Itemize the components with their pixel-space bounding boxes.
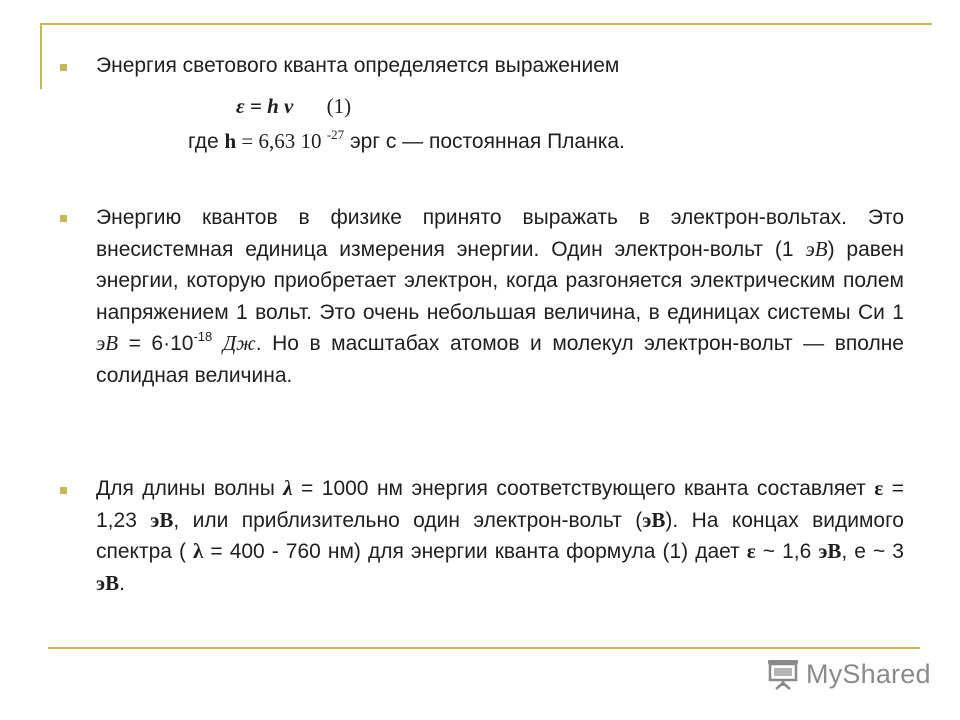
exponent: -27 bbox=[326, 127, 345, 142]
bullet bbox=[60, 64, 67, 71]
unit-joule: Дж bbox=[222, 331, 256, 355]
bullet bbox=[60, 215, 67, 222]
projector-screen-icon bbox=[766, 657, 800, 691]
unit-ev: эВ bbox=[96, 570, 120, 595]
unit-ev: эВ bbox=[642, 507, 666, 532]
paragraph-2: Энергию квантов в физике принято выражать в электрон-вольтах. Это внесистемная единица измерения энергии. Один электрон-вольт (1 эВ) равен энергии, которую приобретает электрон, когда разгоняется электрическим полем напряжением 1 вольт. Это очень небольшая величина, в единицах системы Си 1 эВ = $6\cdot 10^{-18}$ Дж. Но в масштабах атомов и молекул электрон-вольт — вполне солидная величина. bbox=[96, 206, 904, 387]
myshared-logo bbox=[766, 654, 931, 694]
epsilon-symbol: ε bbox=[874, 476, 884, 500]
formula-number: (1) bbox=[326, 94, 352, 118]
paragraph-1-intro bbox=[96, 52, 619, 79]
unit-ev: эВ bbox=[150, 507, 174, 532]
logo-text: MyShared bbox=[806, 658, 931, 689]
bottom-rule bbox=[48, 647, 920, 649]
epsilon-symbol: ε bbox=[746, 539, 756, 563]
paragraph-3: Для длины волны λ = 1000 нм энергия соответствующего кванта составляет ε = 1,23 эВ, или приблизительно один электрон-вольт (эВ). На концах видимого спектра ( λ = 400 - 760 нм) для энергии кванта формула (1) дает ε ~ 1,6 эВ, е ~ 3 эВ. bbox=[96, 476, 904, 595]
unit-ev: эВ bbox=[818, 539, 842, 563]
bullet bbox=[60, 487, 67, 494]
intro-text: Энергия светового кванта определяется выражением bbox=[96, 54, 620, 77]
exponent: -18 bbox=[193, 329, 213, 344]
planck-constant-line: где h = 6,63 10 $^{-27}$ эрг с — постоянная Планка. bbox=[188, 127, 625, 153]
left-rule bbox=[40, 23, 42, 89]
lambda-symbol: λ bbox=[283, 476, 293, 500]
formula bbox=[236, 93, 351, 120]
planck-symbol: h bbox=[224, 129, 237, 153]
lambda-symbol: λ bbox=[193, 539, 204, 563]
unit-ev: эВ bbox=[96, 331, 119, 355]
unit-ev: эВ bbox=[805, 236, 828, 261]
top-rule bbox=[40, 23, 932, 25]
formula-expression: ε = h ν bbox=[236, 94, 294, 118]
